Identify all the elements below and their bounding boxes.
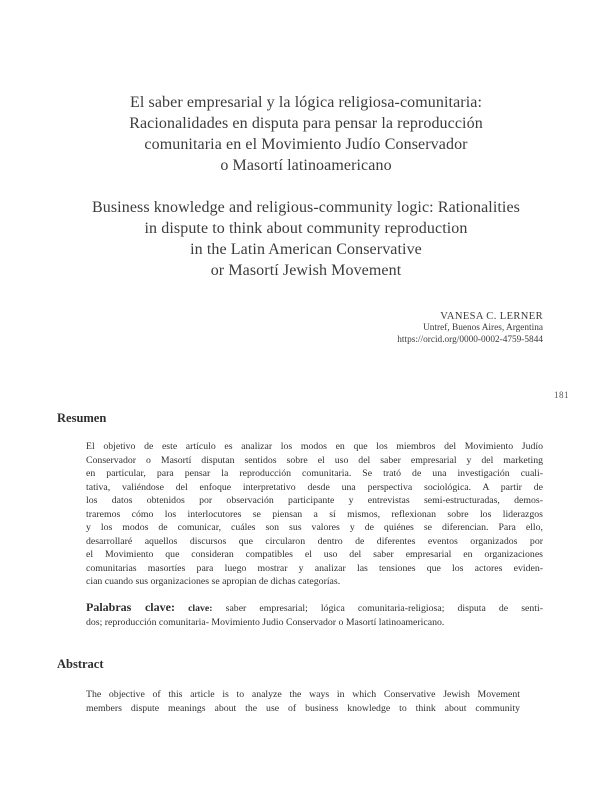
abstract-paragraph	[86, 688, 520, 715]
title-es-line-3: comunitaria en el Movimiento Judío Conservador	[144, 136, 468, 153]
page-number: 181	[554, 390, 569, 400]
title-en-line-1: Business knowledge and religious-community logic: Rationalities	[91, 199, 521, 216]
title-es-line-4: o Masortí latinoamericano	[220, 157, 392, 174]
title-en-line-4: or Masortí Jewish Movement	[210, 262, 402, 279]
resumen-paragraph	[86, 440, 543, 589]
keywords-label: Palabras clave:	[86, 600, 175, 614]
title-es-line-1: El saber empresarial y la lógica religiosa-comunitaria:	[129, 94, 483, 111]
abstract-heading: Abstract	[57, 657, 104, 671]
author-block	[397, 310, 543, 347]
resumen-line: El objetivo de este artículo es analizar los modos en que los miembros del Movimiento Judío	[86, 441, 543, 452]
keywords-paragraph	[86, 601, 543, 629]
abstract-line: members dispute meanings about the use of business knowledge to think about community	[86, 702, 520, 714]
resumen-line: el Movimiento que consideran compatibles el uso del saber empresarial en organizaciones	[86, 549, 543, 561]
author-orcid-link[interactable]: https://orcid.org/0000-0002-4759-5844	[397, 334, 543, 345]
keywords-label-secondary: clave:	[188, 603, 213, 614]
resumen-line: y los modos de comunicar, cuáles son sus valores y de quiénes se diferencian. Para ello,	[86, 522, 543, 534]
resumen-line: comunitarias masortíes para luego mostrar y analizar las tensiones que los actores eviden-	[86, 562, 543, 574]
keywords-line-2: dos; reproducción comunitaria- Movimiento Judio Conservador o Masortí latinoamericano.	[86, 616, 445, 628]
article-title-spanish	[0, 92, 612, 176]
resumen-line: cian cuando sus organizaciones se apropian de dichas categorías.	[86, 576, 341, 588]
resumen-line: Conservador o Masortí disputan sentidos sobre el uso del saber empresarial y del marketing	[86, 454, 543, 466]
resumen-line: traremos cómo los interlocutores se piensan a sí mismos, reflexionan sobre los liderazgos	[86, 508, 543, 520]
article-title-english	[0, 197, 612, 281]
title-en-line-2: in dispute to think about community reproduction	[144, 220, 468, 237]
resumen-line: tativa, valiéndose del enfoque interpretativo desde una perspectiva sociológica. A partir de	[86, 481, 543, 493]
resumen-line: en particular, para pensar la reproducción comunitaria. Se trató de una investigación cuali-	[86, 468, 543, 480]
author-affiliation: Untref, Buenos Aires, Argentina	[423, 323, 543, 333]
abstract-line: The objective of this article is to analyze the ways in which Conservative Jewish Movement	[86, 689, 520, 700]
keywords-line-1	[86, 601, 543, 616]
title-es-line-2: Racionalidades en disputa para pensar la reproducción	[129, 115, 483, 132]
resumen-line: desarrollaré aquellos discursos que circularon dentro de diferentes eventos organizados por	[86, 535, 543, 547]
resumen-heading: Resumen	[57, 411, 107, 425]
keywords-text: saber empresarial; lógica comunitaria-religiosa; disputa de senti-	[225, 603, 544, 614]
title-en-line-3: in the Latin American Conservative	[190, 241, 422, 258]
resumen-line: los datos obtenidos por observación participante y entrevistas semi-estructuradas, demos-	[86, 495, 543, 507]
author-name: VANESA C. LERNER	[440, 311, 543, 322]
